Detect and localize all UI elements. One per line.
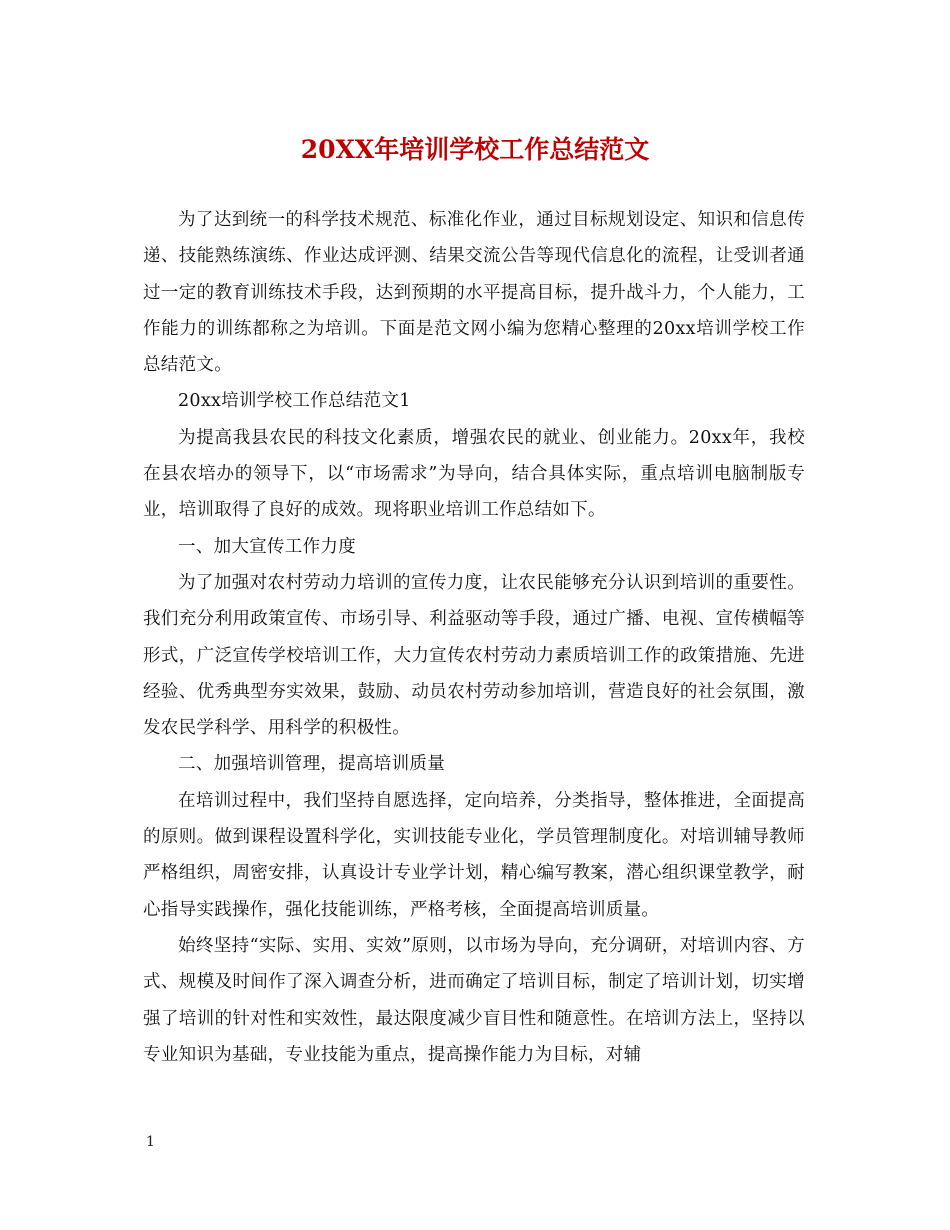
- paragraph-principles: 始终坚持“实际、实用、实效”原则，以市场为导向，充分调研，对培训内容、方式、规模及时间作了深入调查分析，进而确定了培训目标，制定了培训计划，切实增强了培训的针对性和实效性，最达限度减少盲目性和随意性。在培训方法上，坚持以专业知识为基础，专业技能为重点，提高操作能力为目标，对辅: [143, 935, 805, 1065]
- page-number: 1: [146, 1134, 155, 1150]
- document-body: [143, 202, 805, 1073]
- section-heading-management: 二、加强培训管理，提高培训质量: [178, 754, 445, 775]
- paragraph-intro: 为了达到统一的科学技术规范、标准化作业，通过目标规划设定、知识和信息传递、技能熟练演练、作业达成评测、结果交流公告等现代信息化的流程，让受训者通过一定的教育训练技术手段，达到预期的水平提高目标，提升战斗力，个人能力，工作能力的训练都称之为培训。下面是范文网小编为您精心整理的20xx培训学校工作总结范文。: [143, 210, 805, 376]
- section-heading-publicity: 一、加大宣传工作力度: [178, 536, 356, 557]
- paragraph-overview: 为提高我县农民的科技文化素质，增强农民的就业、创业能力。20xx年，我校在县农培办的领导下，以“市场需求”为导向，结合具体实际，重点培训电脑制版专业，培训取得了良好的成效。现将职业培训工作总结如下。: [143, 427, 805, 521]
- section-heading-1: 20xx培训学校工作总结范文1: [178, 391, 411, 412]
- document-title: 20XX年培训学校工作总结范文: [300, 135, 650, 164]
- paragraph-publicity: 为了加强对农村劳动力培训的宣传力度，让农民能够充分认识到培训的重要性。我们充分利用政策宣传、市场引导、利益驱动等手段，通过广播、电视、宣传横幅等形式，广泛宣传学校培训工作，大力宣传农村劳动力素质培训工作的政策措施、先进经验、优秀典型夯实效果，鼓励、动员农村劳动参加培训，营造良好的社会氛围，激发农民学科学、用科学的积极性。: [143, 572, 805, 739]
- paragraph-management: 在培训过程中，我们坚持自愿选择，定向培养，分类指导，整体推进，全面提高的原则。做到课程设置科学化，实训技能专业化，学员管理制度化。对培训辅导教师严格组织，周密安排，认真设计专业学计划，精心编写教案，潜心组织课堂教学，耐心指导实践操作，强化技能训练，严格考核，全面提高培训质量。: [143, 790, 805, 920]
